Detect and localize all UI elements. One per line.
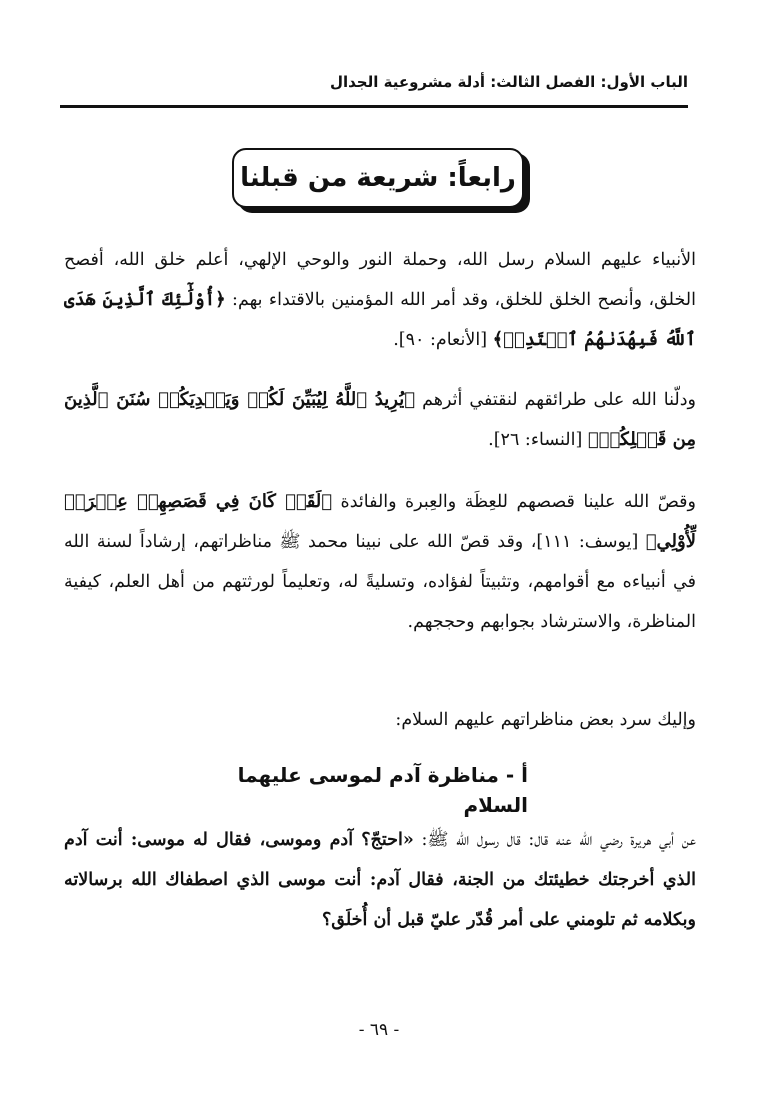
hadith-intro: عن أبي هريرة رضي الله عنه قال: قال رسول الله ﷺ:: [421, 830, 696, 850]
hadith-text: «احتجّ؟ آدم وموسى، فقال له موسى: أنت آدم الذي أخرجتك خطيئتك من الجنة، فقال آدم: أنت موسى الذي اصطفاك الله برسالاته وبكلامه ثم تلومني على أمر قُدّر عليّ قبل أن أُخلَق؟: [64, 830, 696, 930]
verse-reference: [الأنعام: ٩٠].: [393, 330, 488, 350]
paragraph-text: وإليك سرد بعض مناظراتهم عليهم السلام:: [395, 710, 696, 730]
quran-verse: ﴿يُرِيدُ ٱللَّهُ لِيُبَيِّنَ لَكُمۡ وَيَهۡدِيَكُمۡ سُنَنَ ٱلَّذِينَ مِن قَبۡلِكُمۡ﴾: [64, 389, 696, 450]
paragraph-text: الأنبياء عليهم السلام رسل الله، وحملة النور والوحي الإلهي، أعلم خلق الله، أفصح الخلق، وأنصح الخلق للخلق، وقد أمر الله المؤمنين بالاقتداء بهم:: [64, 250, 696, 310]
paragraph-guidance: [64, 380, 696, 460]
subheading-adam-musa: أ - مناظرة آدم لموسى عليهما السلام: [237, 763, 528, 817]
section-title: رابعاً: شريعة من قبلنا: [240, 163, 516, 193]
paragraph-prophets: [64, 240, 696, 360]
section-title-box: [232, 148, 524, 208]
page-number: - ٦٩ -: [358, 1020, 400, 1040]
paragraph-intro-list: [64, 700, 696, 740]
verse-reference: [يوسف: ١١١]،: [530, 532, 639, 552]
paragraph-stories: [64, 482, 696, 642]
verse-reference: [النساء: ٢٦].: [488, 430, 583, 450]
paragraph-text: وقصّ الله علينا قصصهم للعِظَة والعِبرة والفائدة: [340, 492, 696, 512]
quran-verse: ﴿أُوْلَٰٓئِكَ ٱلَّذِينَ هَدَى ٱللَّهُ فَبِهُدَىٰهُمُ ٱقۡتَدِهۡ﴾: [64, 289, 696, 350]
paragraph-text-continued: وقد قصّ الله على نبينا محمد ﷺ مناظراتهم، إرشاداً لسنة الله في أنبياءه مع أقوامهم، وتثبيتاً لفؤاده، وتسليةً له، وتعليماً لورثتهم من أهل العلم، كيفية المناظرة، والاسترشاد بجوابهم وحججهم.: [64, 532, 696, 632]
paragraph-hadith: [64, 820, 696, 940]
running-header: الباب الأول: الفصل الثالث: أدلة مشروعية الجدال: [329, 73, 688, 91]
quran-verse: ﴿لَقَدۡ كَانَ فِي قَصَصِهِمۡ عِبۡرَةٞ لِّأُوْلِي﴾: [64, 491, 696, 552]
paragraph-text: ودلّنا الله على طرائقهم لنقتفي أثرهم: [422, 390, 696, 410]
header-rule: [60, 105, 688, 108]
